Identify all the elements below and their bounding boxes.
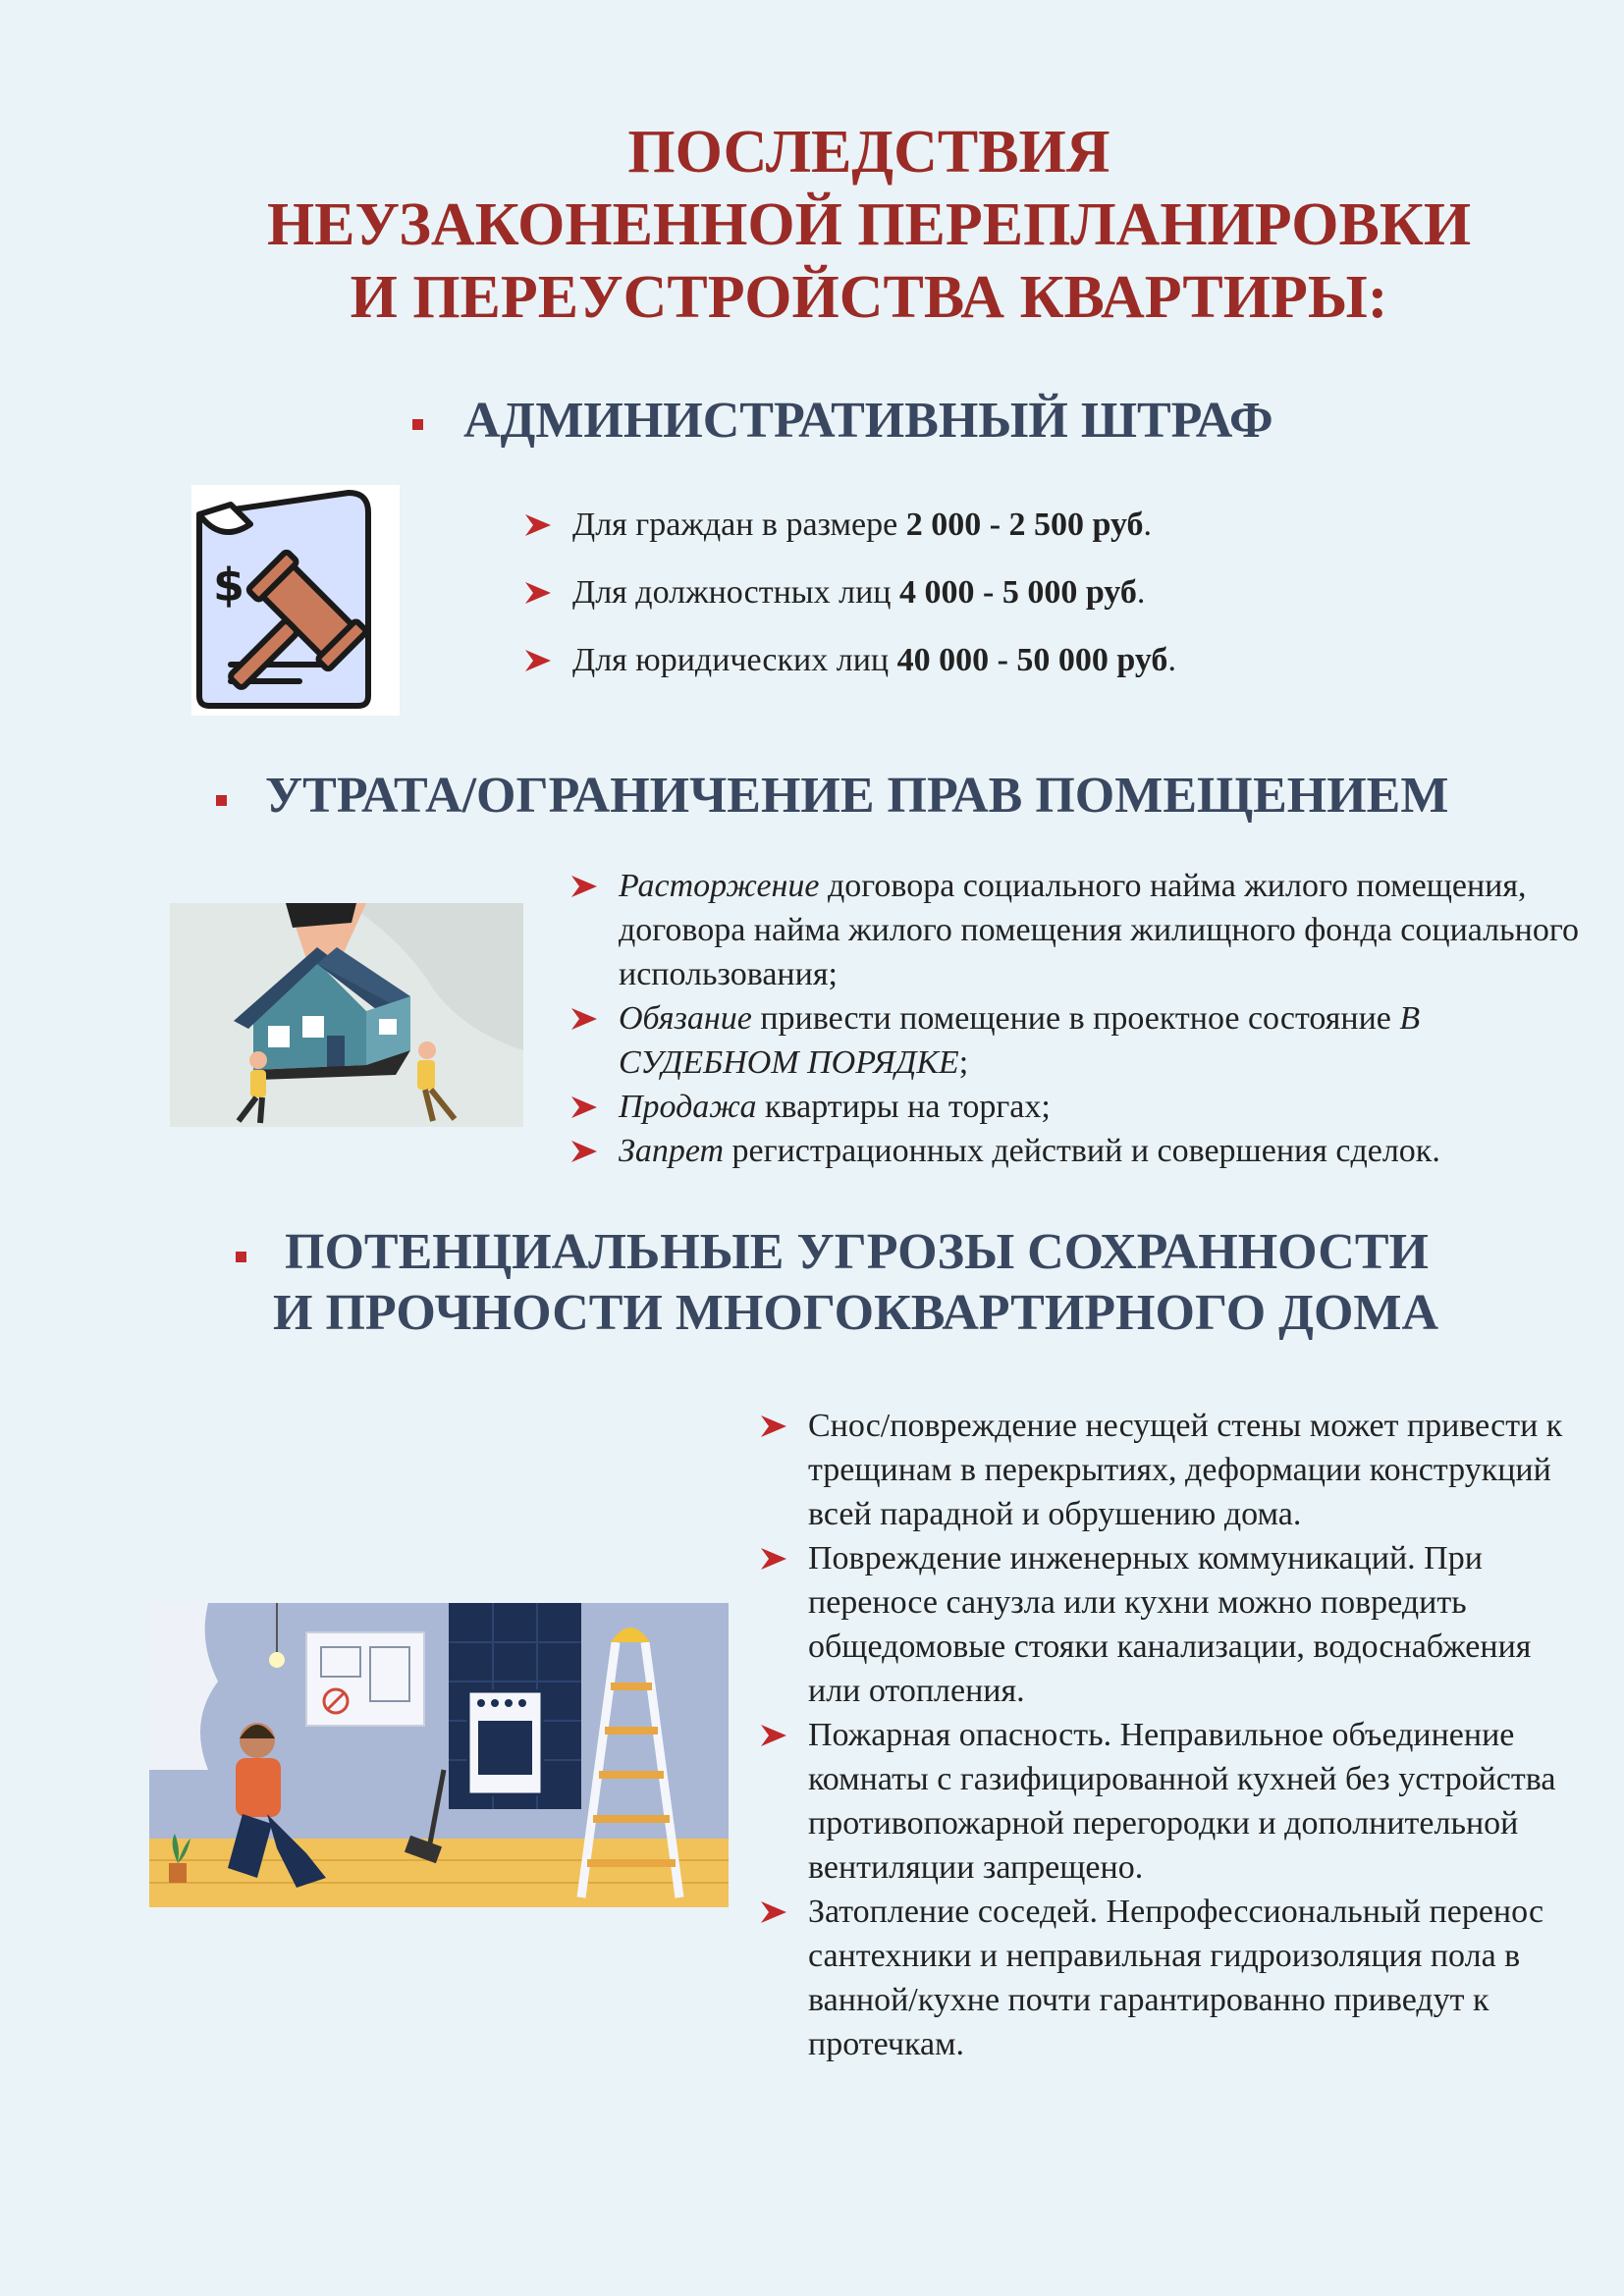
list-item: Обязание привести помещение в проектное состояние В СУДЕБНОМ ПОРЯДКЕ; [571,996,1602,1085]
arrow-bullet-icon [571,1008,597,1030]
title-line-1: ПОСЛЕДСТВИЯ [627,119,1110,186]
fine-heading [412,391,1273,452]
arrow-bullet-icon [525,650,551,671]
list-item: Снос/повреждение несущей стены может привести к трещинам в перекрытиях, деформации конструкций всей парадной и обрушению дома. [761,1404,1576,1536]
arrow-bullet-icon [761,1415,786,1437]
rights-heading-text: УТРАТА/ОГРАНИЧЕНИЕ ПРАВ ПОМЕЩЕНИЕМ [265,768,1449,824]
list-item: Запрет регистрационных действий и совершения сделок. [571,1129,1602,1173]
fine-heading-text: АДМИНИСТРАТИВНЫЙ ШТРАФ [463,393,1273,449]
title-line-2: НЕУЗАКОНЕННОЙ ПЕРЕПЛАНИРОВКИ [266,191,1472,258]
list-item: Затопление соседей. Непрофессиональный перенос сантехники и неправильная гидроизоляция пола в ванной/кухне почти гарантированно приведут к протечкам. [761,1890,1576,2066]
threats-heading [236,1222,1438,1344]
list-item: Пожарная опасность. Неправильное объединение комнаты с газифицированной кухней без устройства противопожарной перегородки и дополнительной вентиляции запрещено. [761,1713,1576,1890]
arrow-bullet-icon [761,1725,786,1746]
bullet-square-icon [412,419,423,430]
document-gavel-dollar-icon [191,485,400,716]
arrow-bullet-icon [571,1141,597,1162]
svg-text:$: $ [213,559,245,612]
fine-list [525,503,1556,706]
rights-list [571,864,1602,1173]
list-item: Повреждение инженерных коммуникаций. При переносе санузла или кухни можно повредить общедомовые стояки канализации, водоснабжения или отопления. [761,1536,1576,1713]
threats-heading-line-1: ПОТЕНЦИАЛЬНЫЕ УГРОЗЫ СОХРАННОСТИ [285,1224,1429,1280]
damaged-apartment-illustration [149,1603,729,1907]
threats-heading-line-2: И ПРОЧНОСТИ МНОГОКВАРТИРНОГО ДОМА [273,1285,1439,1341]
threats-list [761,1404,1576,2066]
bullet-square-icon [236,1252,246,1262]
arrow-bullet-icon [571,1096,597,1118]
rights-heading [216,766,1448,827]
list-item: Для граждан в размере 2 000 - 2 500 руб. [525,503,1556,547]
arrow-bullet-icon [761,1901,786,1923]
arrow-bullet-icon [761,1548,786,1570]
title-line-3: И ПЕРЕУСТРОЙСТВА КВАРТИРЫ: [350,264,1388,331]
list-item: Для юридических лиц 40 000 - 50 000 руб. [525,638,1556,682]
hand-lifting-house-illustration [170,903,523,1127]
arrow-bullet-icon [525,514,551,536]
arrow-bullet-icon [571,876,597,897]
page-title [0,116,1624,334]
list-item: Расторжение договора социального найма жилого помещения, договора найма жилого помещения жилищного фонда социального использования; [571,864,1602,996]
arrow-bullet-icon [525,582,551,604]
list-item: Для должностных лиц 4 000 - 5 000 руб. [525,570,1556,614]
list-item: Продажа квартиры на торгах; [571,1085,1602,1129]
fine-icon-box [191,485,400,716]
bullet-square-icon [216,795,227,806]
